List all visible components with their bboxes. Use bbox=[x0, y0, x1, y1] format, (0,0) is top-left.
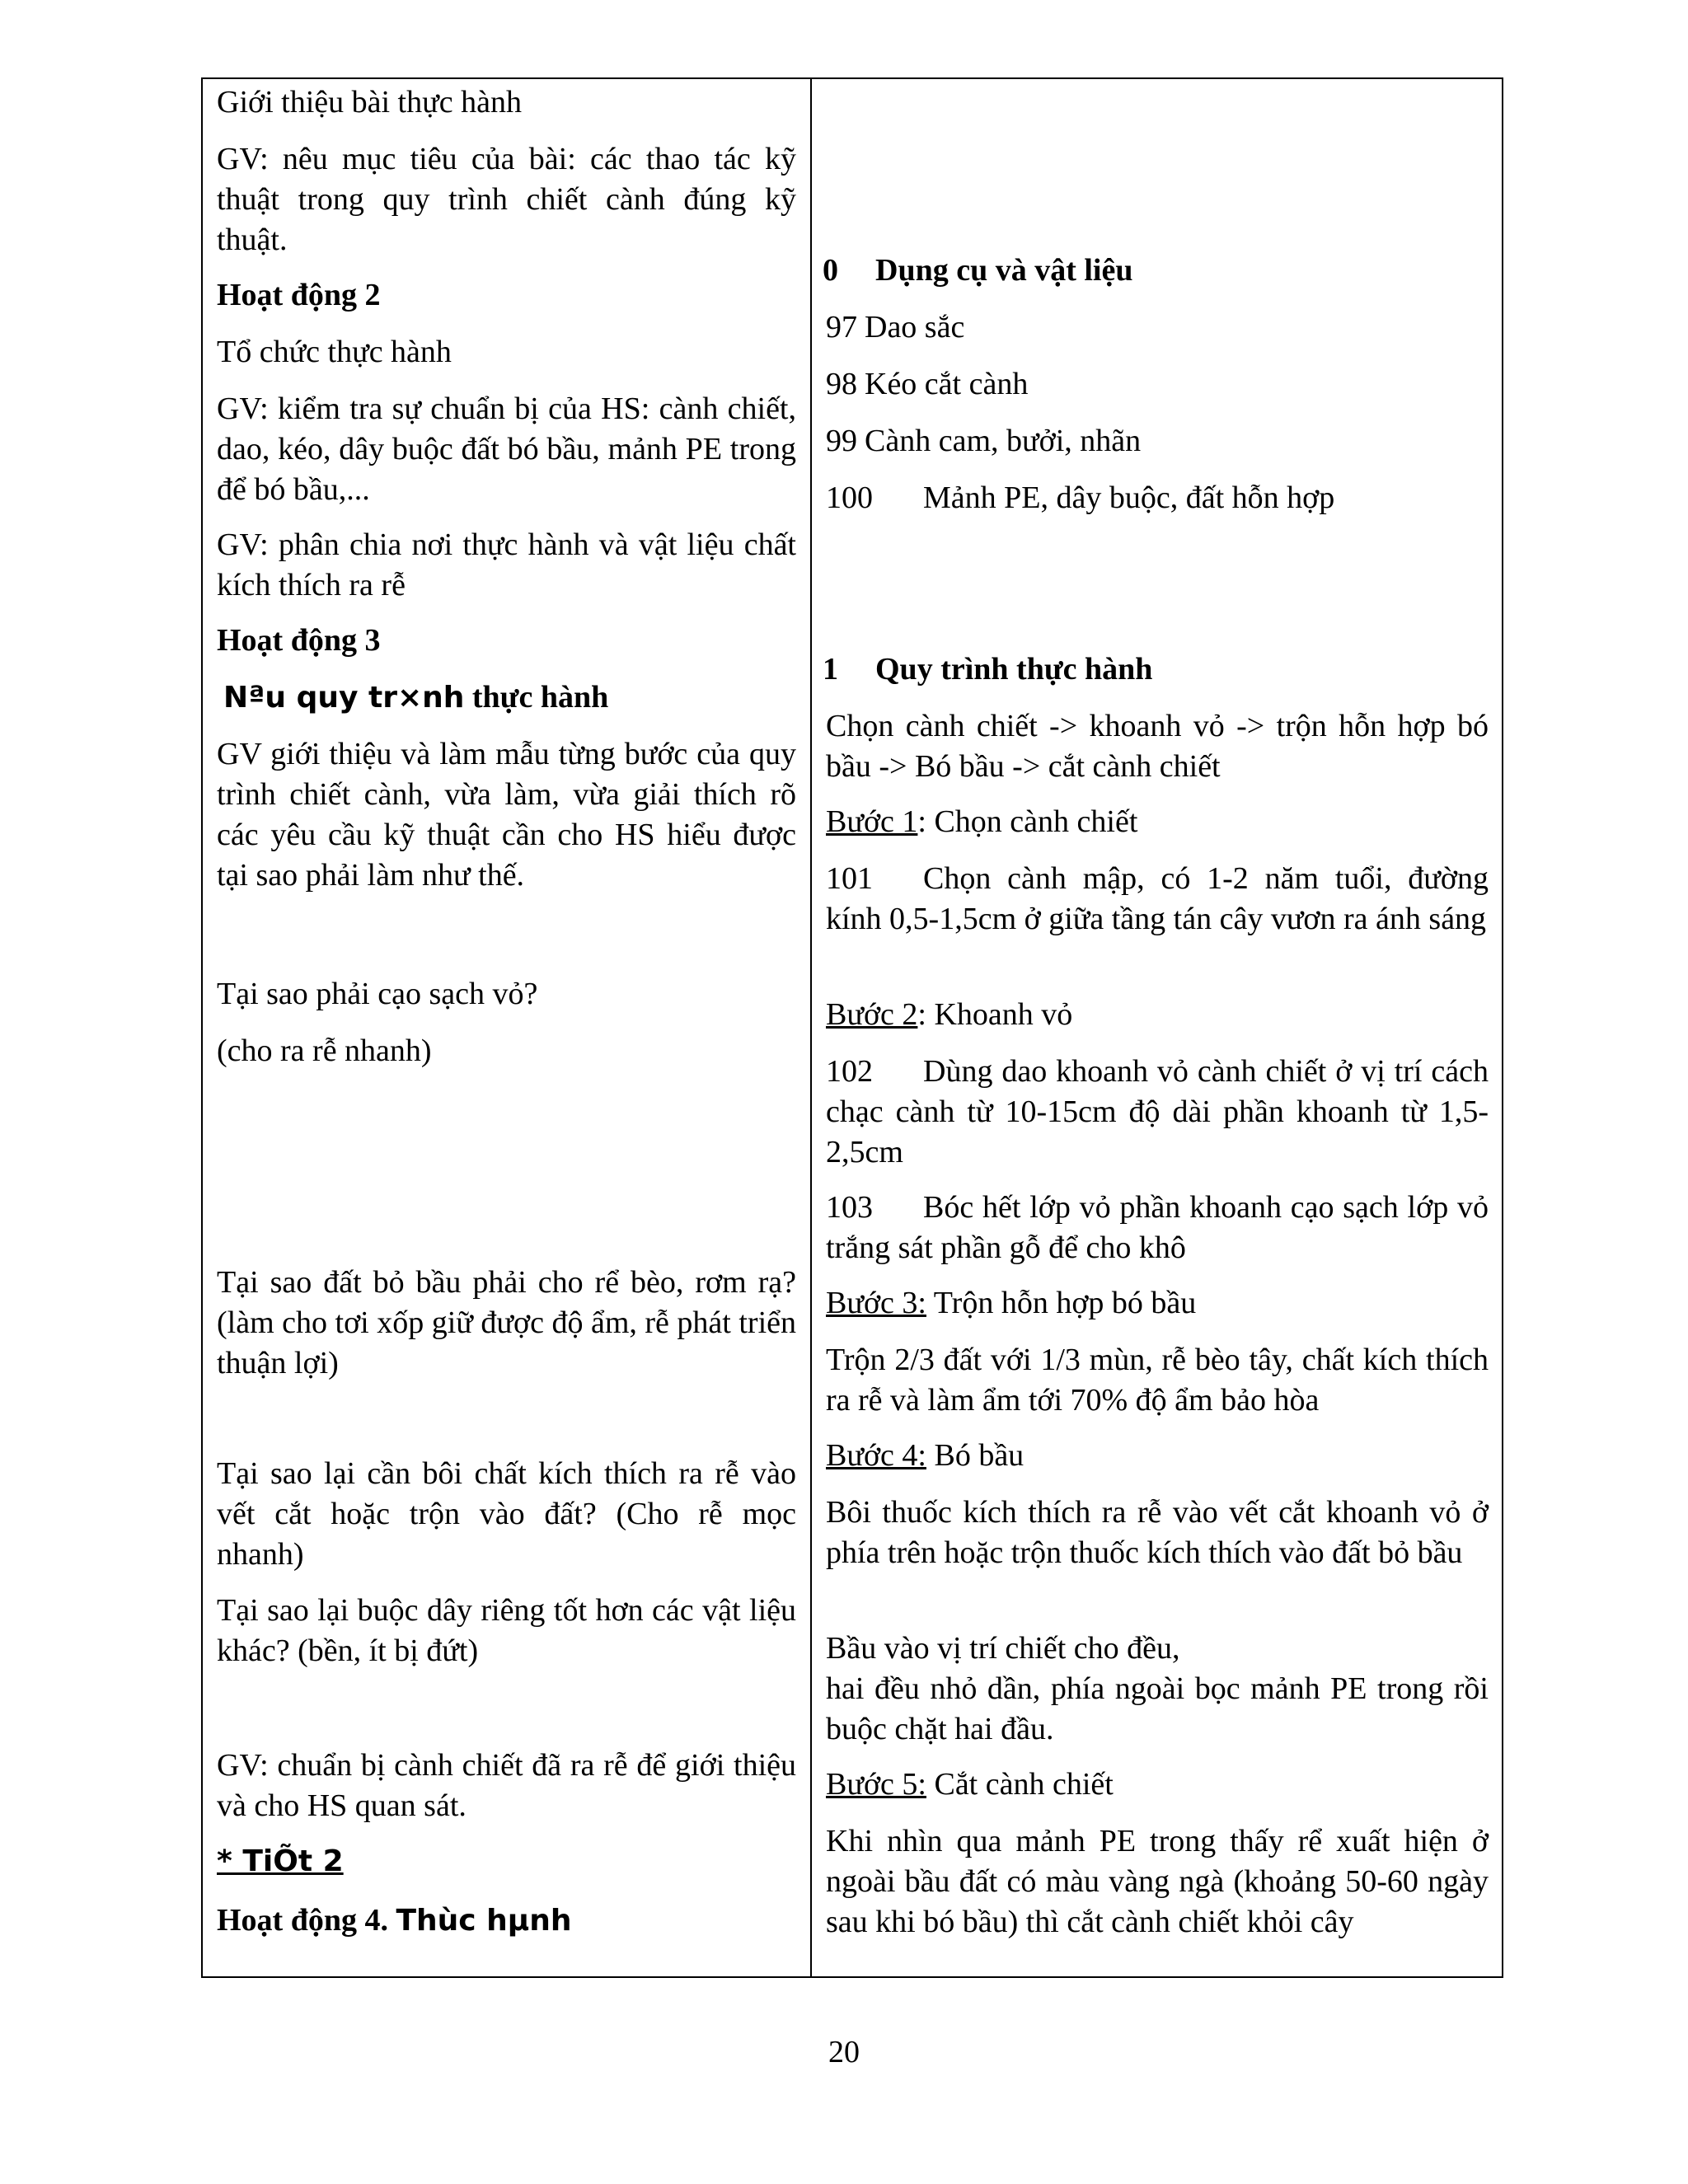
question-soil: Tại sao đất bỏ bầu phải cho rể bèo, rơm rạ? (làm cho tơi xốp giữ được độ ẩm, rễ phát triển thuận lợi) bbox=[217, 1265, 796, 1380]
step5-text: Khi nhìn qua mảnh PE trong thấy rể xuất hiện ở ngoài bầu đất có màu vàng ngà (khoảng 50-60 ngày sau khi bó bầu) thì cắt cành chiết khỏi cây bbox=[826, 1824, 1489, 1939]
state-procedure-heading bbox=[223, 677, 803, 718]
tool-item: 100 Mảnh PE, dây buộc, đất hỗn hợp bbox=[826, 480, 1335, 515]
question-clean-bark: Tại sao phải cạo sạch vỏ? bbox=[217, 977, 538, 1011]
gv-objective: GV: nêu mục tiêu của bài: các thao tác kỹ thuật trong quy trình chiết cành đúng kỹ thuật. bbox=[217, 142, 796, 257]
section1-heading bbox=[823, 649, 1485, 690]
page-number: 20 bbox=[828, 2035, 860, 2069]
section0-num: 0 bbox=[823, 253, 838, 288]
tool-item: 98 Kéo cắt cành bbox=[826, 367, 1029, 401]
organize-practice: Tổ chức thực hành bbox=[217, 335, 452, 369]
gv-divide: GV: phân chia nơi thực hành và vật liệu chất kích thích ra rễ bbox=[217, 527, 796, 602]
step3-text: Trộn 2/3 đất với 1/3 mùn, rễ bèo tây, chất kích thích ra rễ và làm ẩm tới 70% độ ẩm bảo hòa bbox=[826, 1343, 1489, 1418]
question-stimulant: Tại sao lại cần bôi chất kích thích ra rễ vào vết cắt hoặc trộn vào đất? (Cho rễ mọc nhanh) bbox=[217, 1456, 796, 1572]
tool-item: 99 Cành cam, bưởi, nhãn bbox=[826, 424, 1142, 458]
step4-text: Bôi thuốc kích thích ra rễ vào vết cắt khoanh vỏ ở phía trên hoặc trộn thuốc kích thích vào đất bỏ bầu bbox=[826, 1495, 1489, 1570]
section0-heading bbox=[823, 251, 1485, 291]
step4-heading: Bước 4: Bó bầu bbox=[826, 1438, 1025, 1473]
step2-item: 102 Dùng dao khoanh vỏ cành chiết ở vị trí cách chạc cành từ 10-15cm độ dài phần khoanh từ 1,5-2,5cm bbox=[826, 1054, 1489, 1169]
section1-title: Quy trình thực hành bbox=[875, 652, 1153, 687]
lesson2-heading: * TiÕt 2 bbox=[217, 1844, 344, 1878]
procedure-summary: Chọn cành chiết -> khoanh vỏ -> trộn hỗn hợp bó bầu -> Bó bầu -> cắt cành chiết bbox=[826, 709, 1489, 784]
tool-item: 97 Dao sắc bbox=[826, 310, 965, 344]
activity4-heading bbox=[217, 1900, 796, 1941]
column-divider bbox=[810, 77, 812, 1978]
question-string: Tại sao lại buộc dây riêng tốt hơn các vật liệu khác? (bền, ít bị đứt) bbox=[217, 1593, 796, 1668]
step5-heading: Bước 5: Cắt cành chiết bbox=[826, 1767, 1114, 1802]
step2-item: 103 Bóc hết lớp vỏ phần khoanh cạo sạch lớp vỏ trắng sát phần gỗ để cho khô bbox=[826, 1190, 1489, 1265]
state-procedure-prefix: Nªu quy tr×nh bbox=[223, 681, 465, 715]
step3-heading: Bước 3: Trộn hỗn hợp bó bầu bbox=[826, 1286, 1197, 1320]
intro-title: Giới thiệu bài thực hành bbox=[217, 85, 522, 120]
step2-heading: Bước 2: Khoanh vỏ bbox=[826, 997, 1073, 1032]
step4-text2-line1: Bầu vào vị trí chiết cho đều, bbox=[826, 1631, 1180, 1666]
gv-demo: GV giới thiệu và làm mẫu từng bước của quy trình chiết cành, vừa làm, vừa giải thích rõ các yêu cầu kỹ thuật cần cho HS hiểu được tại sao phải làm như thế. bbox=[217, 737, 796, 893]
activity4-prefix: Hoạt động 4. bbox=[217, 1903, 388, 1938]
activity4-suffix: Thùc hµnh bbox=[396, 1904, 572, 1938]
answer-clean-bark: (cho ra rễ nhanh) bbox=[217, 1033, 432, 1068]
state-procedure-suffix: thực hành bbox=[471, 680, 609, 715]
step4-text2-rest: hai đều nhỏ dần, phía ngoài bọc mảnh PE trong rồi buộc chặt hai đầu. bbox=[826, 1671, 1489, 1746]
step1-item: 101 Chọn cành mập, có 1-2 năm tuổi, đường kính 0,5-1,5cm ở giữa tầng tán cây vươn ra ánh sáng bbox=[826, 861, 1489, 936]
gv-check: GV: kiểm tra sự chuẩn bị của HS: cành chiết, dao, kéo, dây buộc đất bó bầu, mảnh PE trong để bó bầu,... bbox=[217, 391, 796, 507]
step1-heading: Bước 1: Chọn cành chiết bbox=[826, 804, 1138, 839]
gv-prepare: GV: chuẩn bị cành chiết đã ra rễ để giới thiệu và cho HS quan sát. bbox=[217, 1748, 796, 1823]
section0-title: Dụng cụ và vật liệu bbox=[875, 253, 1133, 288]
section1-num: 1 bbox=[823, 652, 838, 687]
activity2-heading: Hoạt động 2 bbox=[217, 278, 381, 312]
activity3-heading: Hoạt động 3 bbox=[217, 623, 381, 658]
